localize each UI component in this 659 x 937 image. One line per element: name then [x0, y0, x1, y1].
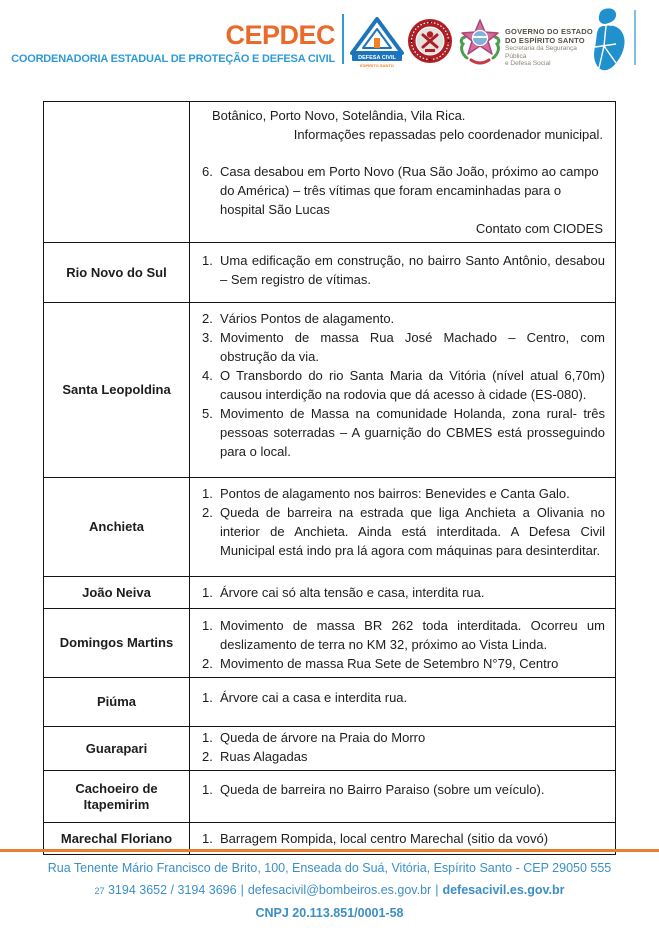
item-text: Ruas Alagadas: [220, 749, 308, 764]
table-row: [44, 303, 615, 478]
table-row: [44, 678, 615, 727]
municipality-cell: [44, 678, 190, 726]
brand-block: [0, 22, 335, 65]
continuation-line: Botânico, Porto Novo, Sotelândia, Vila Rica.: [212, 108, 466, 123]
incident-item: [202, 484, 605, 503]
incident-item: [202, 162, 605, 219]
item-text: Queda de barreira na estrada que liga Anchieta a Olivania no interior de Anchieta. Ainda está interditada. A Defesa Civil Municipal está indo pra lá agora com máquinas para desinterditar.: [220, 505, 605, 558]
item-number: 6.: [202, 164, 213, 179]
incidents-cell: [190, 478, 615, 576]
item-number: 2.: [202, 505, 213, 520]
municipality-cell: [44, 102, 190, 242]
table-row: [44, 577, 615, 609]
item-text: Pontos de alagamento nos bairros: Benevides e Canta Galo.: [220, 486, 570, 501]
note-line: Contato com CIODES: [475, 221, 603, 236]
table-row: [44, 243, 615, 303]
incident-item: [202, 583, 605, 602]
incident-item: [202, 251, 605, 289]
item-number: 4.: [202, 368, 213, 383]
municipality-cell: [44, 303, 190, 477]
footer-phones: 3194 3652 / 3194 3696: [107, 883, 237, 897]
item-number: 1.: [202, 831, 213, 846]
item-number: 1.: [202, 253, 213, 268]
gov-line-4: e Defesa Social: [505, 60, 551, 67]
municipality-name: Santa Leopoldina: [62, 382, 171, 397]
municipality-name: Domingos Martins: [59, 635, 174, 650]
incident-item: [202, 780, 605, 799]
municipality-cell: [44, 577, 190, 608]
es-state-map-icon: [591, 8, 627, 74]
footer-cnpj: CNPJ 20.113.851/0001-58: [255, 906, 404, 920]
municipality-cell: [44, 727, 190, 770]
item-text: Vários Pontos de alagamento.: [220, 311, 395, 326]
header-divider: [342, 14, 344, 64]
footer-area-code: 27: [94, 886, 105, 896]
table-row: [44, 771, 615, 823]
incidents-cell: [190, 771, 615, 822]
incident-item: [202, 747, 605, 766]
incident-item: [202, 654, 605, 673]
item-text: Movimento de massa Rua José Machado – Centro, com obstrução da via.: [220, 330, 605, 364]
defesa-civil-triangle-icon: [350, 16, 404, 70]
item-text: Árvore cai a casa e interdita rua.: [220, 690, 408, 705]
municipality-name: João Neiva: [82, 584, 151, 600]
municipality-name: Cachoeiro de Itapemirim: [75, 780, 158, 812]
government-text-block: [505, 27, 597, 68]
footer-email: defesacivil@bombeiros.es.gov.br: [247, 883, 432, 897]
incident-item: [202, 688, 605, 707]
footer-website: defesacivil.es.gov.br: [442, 883, 565, 897]
table-row: [44, 102, 615, 243]
municipality-name: Guarapari: [85, 740, 148, 756]
municipality-cell: [44, 243, 190, 302]
gov-line-2: DO ESPÍRITO SANTO: [505, 36, 585, 45]
incidents-cell: [190, 577, 615, 608]
municipality-cell: [44, 609, 190, 677]
incident-item: [202, 366, 605, 404]
table-row: [44, 727, 615, 771]
item-number: 3.: [202, 330, 213, 345]
item-number: 1.: [202, 585, 213, 600]
incidents-cell: [190, 678, 615, 726]
table-row: [44, 609, 615, 678]
es-coat-of-arms-icon: [459, 18, 501, 66]
incidents-cell: [190, 727, 615, 770]
item-text: Queda de árvore na Praia do Morro: [220, 730, 426, 745]
incident-item: [202, 503, 605, 560]
incidents-table: [43, 101, 616, 855]
incidents-cell: [190, 243, 615, 302]
item-text: Queda de barreira no Bairro Paraiso (sobre um veículo).: [220, 782, 545, 797]
incident-item: [202, 309, 605, 328]
gov-line-1: GOVERNO DO ESTADO: [505, 27, 593, 36]
item-text: Movimento de massa BR 262 toda interditada. Ocorreu um deslizamento de terra no KM 32, próximo ao Vista Linda.: [220, 618, 605, 652]
footer-address: Rua Tenente Mário Francisco de Brito, 100, Enseada do Suá, Vitória, Espírito Santo - CEP 29050 555: [47, 861, 612, 875]
incident-item: [202, 404, 605, 461]
triangle-logo-sublabel: ESPÍRITO SANTO: [360, 63, 394, 68]
item-number: 5.: [202, 406, 213, 421]
footer-orange-rule: [0, 849, 659, 852]
incident-item: [202, 616, 605, 654]
item-text: Árvore cai só alta tensão e casa, interdita rua.: [220, 585, 485, 600]
page-title: CEPDEC: [225, 20, 335, 50]
item-text: Movimento de Massa na comunidade Holanda, zona rural- três pessoas soterradas – A guarnição do CBMES está prosseguindo para o local.: [220, 406, 605, 459]
municipality-cell: [44, 771, 190, 822]
item-text: Casa desabou em Porto Novo (Rua São João, próximo ao campo do América) – três vítimas que foram encaminhadas para o hospital São Lucas: [220, 164, 599, 217]
item-number: 1.: [202, 690, 213, 705]
municipality-name: Piúma: [96, 694, 136, 709]
footer-separator: |: [435, 883, 439, 897]
item-text: Barragem Rompida, local centro Marechal (sitio da vovó): [220, 831, 549, 846]
item-text: Uma edificação em construção, no bairro Santo Antônio, desabou – Sem registro de vítimas.: [220, 253, 605, 287]
footer-text: [0, 857, 659, 924]
table-row: [44, 478, 615, 577]
incidents-cell: [190, 102, 615, 242]
item-number: 1.: [202, 782, 213, 797]
item-number: 1.: [202, 730, 213, 745]
footer-contact: [0, 879, 659, 902]
incident-item: [202, 328, 605, 366]
item-number: 2.: [202, 656, 213, 671]
item-number: 2.: [202, 311, 213, 326]
municipality-name: Anchieta: [89, 519, 144, 534]
item-text: O Transbordo do rio Santa Maria da Vitória (nível atual 6,70m) causou interdição na rodovia que dá acesso à cidade (ES-080).: [220, 368, 605, 402]
bombeiros-seal-icon: [407, 18, 453, 64]
item-number: 2.: [202, 749, 213, 764]
incident-item: [202, 728, 605, 747]
item-number: 1.: [202, 486, 213, 501]
municipality-cell: [44, 478, 190, 576]
logos-divider: [634, 10, 636, 65]
footer-separator: |: [240, 883, 244, 897]
incident-item: [202, 829, 605, 848]
page-subtitle: COORDENADORIA ESTADUAL DE PROTEÇÃO E DEFESA CIVIL: [11, 53, 335, 65]
gov-line-3: Secretaria da Segurança Pública: [505, 45, 577, 60]
incidents-cell: [190, 303, 615, 477]
municipality-name: Marechal Floriano: [60, 830, 173, 846]
triangle-logo-label: DEFESA CIVIL: [358, 55, 396, 61]
item-text: Movimento de massa Rua Sete de Setembro N°79, Centro: [220, 656, 559, 671]
incidents-cell: [190, 609, 615, 677]
note-line: Informações repassadas pelo coordenador municipal.: [293, 127, 603, 142]
municipality-name: Rio Novo do Sul: [66, 264, 167, 280]
item-number: 1.: [202, 618, 213, 633]
